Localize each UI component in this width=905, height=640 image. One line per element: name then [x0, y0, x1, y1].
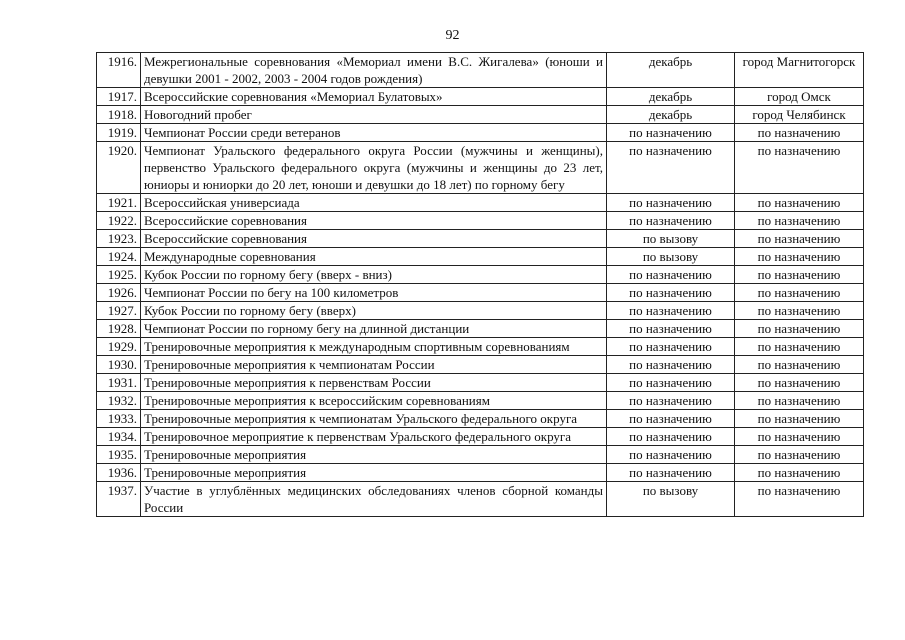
table-row — [97, 88, 864, 106]
table-row — [97, 194, 864, 212]
event-place: по назначению — [735, 392, 864, 410]
event-date: по назначению — [607, 142, 735, 194]
event-date: по назначению — [607, 356, 735, 374]
row-number: 1928. — [97, 320, 141, 338]
event-name: Всероссийская универсиада — [141, 194, 607, 212]
event-date: по назначению — [607, 284, 735, 302]
row-number: 1923. — [97, 230, 141, 248]
event-name: Всероссийские соревнования — [141, 230, 607, 248]
event-date: по назначению — [607, 124, 735, 142]
event-date: по назначению — [607, 464, 735, 482]
table-row — [97, 428, 864, 446]
row-number: 1933. — [97, 410, 141, 428]
event-name: Новогодний пробег — [141, 106, 607, 124]
event-date: декабрь — [607, 88, 735, 106]
event-date: по назначению — [607, 302, 735, 320]
table-row — [97, 284, 864, 302]
event-date: по назначению — [607, 410, 735, 428]
row-number: 1921. — [97, 194, 141, 212]
table-row — [97, 124, 864, 142]
event-name: Всероссийские соревнования — [141, 212, 607, 230]
row-number: 1926. — [97, 284, 141, 302]
schedule-table — [96, 52, 864, 517]
event-date: по назначению — [607, 374, 735, 392]
event-date: по вызову — [607, 482, 735, 517]
event-name: Тренировочные мероприятия — [141, 464, 607, 482]
event-date: по назначению — [607, 266, 735, 284]
event-date: по назначению — [607, 446, 735, 464]
table-row — [97, 374, 864, 392]
event-place: по назначению — [735, 212, 864, 230]
event-place: по назначению — [735, 446, 864, 464]
event-name: Тренировочные мероприятия к чемпионатам России — [141, 356, 607, 374]
event-name: Тренировочные мероприятия к международным спортивным соревнованиям — [141, 338, 607, 356]
row-number: 1931. — [97, 374, 141, 392]
schedule-table-body — [97, 53, 864, 517]
row-number: 1937. — [97, 482, 141, 517]
row-number: 1916. — [97, 53, 141, 88]
event-place: по назначению — [735, 248, 864, 266]
row-number: 1924. — [97, 248, 141, 266]
row-number: 1922. — [97, 212, 141, 230]
event-place: по назначению — [735, 482, 864, 517]
row-number: 1918. — [97, 106, 141, 124]
table-row — [97, 53, 864, 88]
table-row — [97, 142, 864, 194]
event-place: по назначению — [735, 464, 864, 482]
event-place: по назначению — [735, 356, 864, 374]
event-name: Тренировочные мероприятия к первенствам России — [141, 374, 607, 392]
row-number: 1917. — [97, 88, 141, 106]
row-number: 1936. — [97, 464, 141, 482]
table-row — [97, 482, 864, 517]
event-name: Чемпионат России по горному бегу на длинной дистанции — [141, 320, 607, 338]
event-place: по назначению — [735, 266, 864, 284]
table-row — [97, 410, 864, 428]
event-place: по назначению — [735, 142, 864, 194]
event-name: Участие в углублённых медицинских обследованиях членов сборной команды России — [141, 482, 607, 517]
event-date: по назначению — [607, 194, 735, 212]
event-place: город Челябинск — [735, 106, 864, 124]
event-place: по назначению — [735, 320, 864, 338]
row-number: 1919. — [97, 124, 141, 142]
event-name: Международные соревнования — [141, 248, 607, 266]
table-row — [97, 464, 864, 482]
event-place: по назначению — [735, 338, 864, 356]
table-row — [97, 266, 864, 284]
event-date: по назначению — [607, 392, 735, 410]
event-name: Кубок России по горному бегу (вверх - вниз) — [141, 266, 607, 284]
event-place: по назначению — [735, 194, 864, 212]
event-name: Тренировочное мероприятие к первенствам Уральского федерального округа — [141, 428, 607, 446]
event-place: по назначению — [735, 302, 864, 320]
event-name: Межрегиональные соревнования «Мемориал имени В.С. Жигалева» (юноши и девушки 2001 - 2002, 2003 - 2004 годов рождения) — [141, 53, 607, 88]
event-place: по назначению — [735, 428, 864, 446]
event-place: по назначению — [735, 230, 864, 248]
event-place: город Магнитогорск — [735, 53, 864, 88]
event-date: по назначению — [607, 428, 735, 446]
table-row — [97, 446, 864, 464]
table-row — [97, 356, 864, 374]
event-place: по назначению — [735, 284, 864, 302]
event-date: по назначению — [607, 338, 735, 356]
event-place: по назначению — [735, 374, 864, 392]
event-name: Тренировочные мероприятия — [141, 446, 607, 464]
table-row — [97, 320, 864, 338]
table-row — [97, 212, 864, 230]
page-number: 92 — [445, 28, 460, 43]
row-number: 1934. — [97, 428, 141, 446]
table-row — [97, 106, 864, 124]
table-row — [97, 230, 864, 248]
event-date: по вызову — [607, 230, 735, 248]
event-place: по назначению — [735, 124, 864, 142]
table-row — [97, 248, 864, 266]
event-date: по назначению — [607, 320, 735, 338]
event-date: по вызову — [607, 248, 735, 266]
event-name: Кубок России по горному бегу (вверх) — [141, 302, 607, 320]
event-name: Чемпионат Уральского федерального округа России (мужчины и женщины), первенство Уральского федерального округа (мужчины и женщины до 23 лет, юниоры и юниорки до 20 лет, юноши и девушки до 18 лет) по горному бегу — [141, 142, 607, 194]
row-number: 1927. — [97, 302, 141, 320]
table-row — [97, 302, 864, 320]
table-row — [97, 392, 864, 410]
event-date: по назначению — [607, 212, 735, 230]
row-number: 1929. — [97, 338, 141, 356]
row-number: 1920. — [97, 142, 141, 194]
row-number: 1930. — [97, 356, 141, 374]
row-number: 1932. — [97, 392, 141, 410]
event-name: Тренировочные мероприятия к чемпионатам Уральского федерального округа — [141, 410, 607, 428]
event-place: по назначению — [735, 410, 864, 428]
event-name: Чемпионат России по бегу на 100 километров — [141, 284, 607, 302]
event-date: декабрь — [607, 53, 735, 88]
event-name: Всероссийские соревнования «Мемориал Булатовых» — [141, 88, 607, 106]
event-place: город Омск — [735, 88, 864, 106]
event-date: декабрь — [607, 106, 735, 124]
row-number: 1935. — [97, 446, 141, 464]
row-number: 1925. — [97, 266, 141, 284]
event-name: Тренировочные мероприятия к всероссийским соревнованиям — [141, 392, 607, 410]
table-row — [97, 338, 864, 356]
event-name: Чемпионат России среди ветеранов — [141, 124, 607, 142]
